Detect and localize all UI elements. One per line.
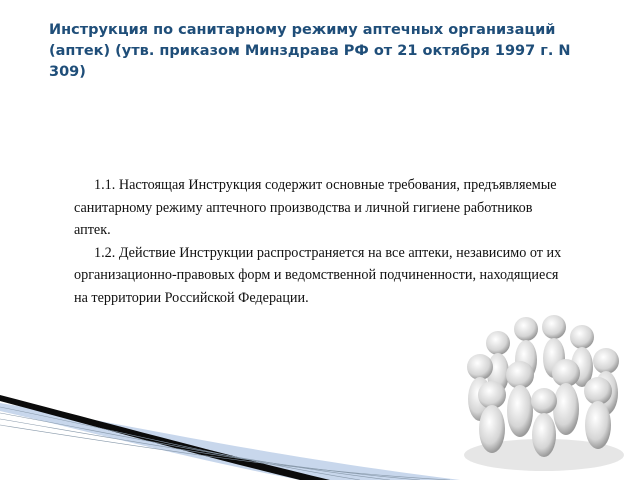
slide-body: [74, 174, 564, 309]
paragraph-1-2: 1.2. Действие Инструкции распространяется на все аптеки, независимо от их организационно-правовых форм и ведомственной подчиненности, находящиеся на территории Российской Федерации.: [74, 244, 562, 306]
people-circle-illustration: [458, 305, 630, 475]
slide-title: Инструкция по санитарному режиму аптечных организаций (аптек) (утв. приказом Минздрава РФ от 21 октября 1997 г. N 309): [49, 22, 571, 80]
figure-back-row: [486, 315, 594, 393]
wave-stripes-decoration: [0, 395, 460, 480]
paragraph-1-1: 1.1. Настоящая Инструкция содержит основные требования, предъявляемые санитарному режиму аптечного производства и личной гигиене работников аптек.: [74, 177, 557, 238]
